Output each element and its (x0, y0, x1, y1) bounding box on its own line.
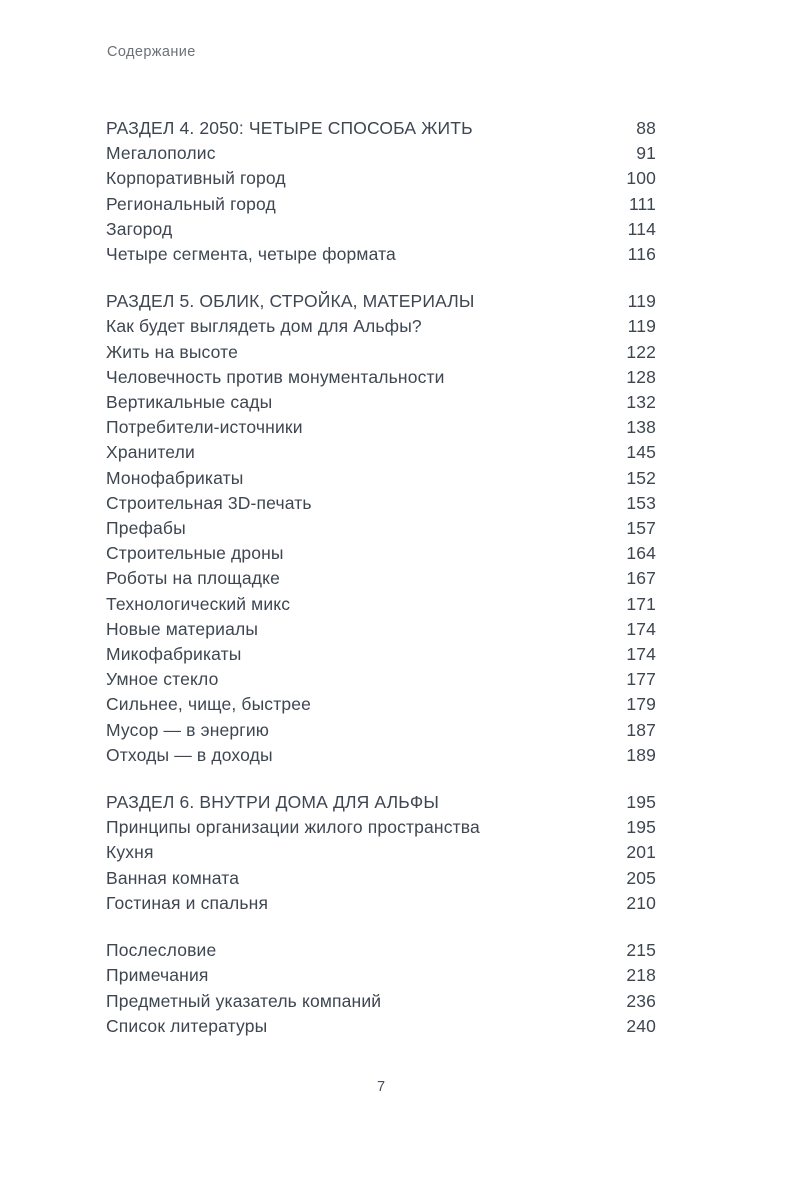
toc-entry (106, 963, 656, 988)
toc-entry-page: 128 (626, 366, 656, 387)
toc-entry-title: Хранители (106, 442, 195, 463)
toc-entry (106, 840, 656, 865)
toc-entry-title: Четыре сегмента, четыре формата (106, 244, 396, 265)
toc-entry-page: 171 (626, 593, 656, 614)
toc-entry-title: РАЗДЕЛ 4. 2050: ЧЕТЫРЕ СПОСОБА ЖИТЬ (106, 118, 473, 138)
toc-entry-page: 218 (626, 965, 656, 986)
toc-entry (106, 541, 656, 566)
toc-group (106, 938, 656, 1039)
toc-entry (106, 592, 656, 617)
toc-entry-title: Умное стекло (106, 669, 219, 690)
toc-entry (106, 1014, 656, 1039)
toc-entry-page: 167 (626, 568, 656, 589)
toc-entry (106, 718, 656, 743)
toc-entry-page: 187 (626, 719, 656, 740)
toc-entry-page: 201 (626, 842, 656, 863)
toc-entry (106, 743, 656, 768)
toc-entry-page: 205 (626, 867, 656, 888)
toc-entry-page: 132 (626, 392, 656, 413)
toc-entry-page: 111 (628, 193, 656, 214)
toc-entry-page: 91 (636, 143, 656, 164)
toc-entry-page: 215 (626, 940, 656, 961)
toc-entry (106, 314, 656, 339)
toc-entry-title: Новые материалы (106, 618, 259, 639)
toc-entry-title: Кухня (106, 842, 154, 863)
toc-entry-title: Ванная комната (106, 867, 240, 888)
toc-entry-page: 236 (626, 990, 656, 1011)
toc-entry-page: 240 (626, 1015, 656, 1036)
toc-entry-title: Строительные дроны (106, 543, 284, 564)
toc-entry-page: 177 (626, 669, 656, 690)
toc-entry-title: Микофабрикаты (106, 644, 242, 665)
toc-entry-page: 164 (626, 543, 656, 564)
toc-entry-title: РАЗДЕЛ 6. ВНУТРИ ДОМА ДЛЯ АЛЬФЫ (106, 792, 439, 813)
toc-entry (106, 692, 656, 717)
toc-entry (106, 390, 656, 415)
toc-entry-page: 195 (626, 817, 656, 838)
toc-entry-title: Отходы — в доходы (106, 744, 273, 765)
toc-entry-title: Жить на высоте (106, 341, 239, 362)
toc-entry-title: Строительная 3D-печать (106, 492, 312, 513)
toc-entry (106, 242, 656, 267)
toc-entry (106, 938, 656, 963)
toc-entry (106, 415, 656, 440)
toc-entry-page: 157 (626, 518, 656, 539)
toc-entry-title: Как будет выглядеть дом для Альфы? (106, 316, 422, 337)
page-number-folio: 7 (376, 1079, 386, 1095)
toc-entry-title: Вертикальные сады (106, 392, 273, 413)
toc-entry-title: Мегалополис (106, 143, 216, 164)
toc-entry (106, 566, 656, 591)
toc-entry-title: Гостиная и спальня (106, 892, 269, 913)
toc-entry-title: Корпоративный город (106, 168, 286, 189)
toc-entry-title: Загород (106, 218, 173, 239)
toc-entry-title: Префабы (106, 518, 186, 539)
toc-entry-title: Технологический микс (106, 593, 291, 614)
toc-entry-page: 189 (626, 744, 656, 765)
toc-entry-page: 152 (626, 467, 656, 488)
toc-entry-page: 122 (626, 341, 656, 362)
toc-entry (106, 642, 656, 667)
toc-entry-page: 138 (626, 417, 656, 438)
toc-entry-page: 145 (626, 442, 656, 463)
toc-entry (106, 141, 656, 166)
running-header: Содержание (107, 44, 196, 60)
toc-entry-page: 100 (626, 168, 656, 189)
toc-entry (106, 440, 656, 465)
toc-entry-page: 114 (627, 218, 656, 239)
toc-entry-page: 179 (626, 694, 656, 715)
toc-entry-page: 119 (627, 316, 656, 337)
toc-entry (106, 466, 656, 491)
toc-entry (106, 340, 656, 365)
toc-entry-page: 116 (627, 244, 656, 265)
toc-entry-page: 174 (626, 618, 656, 639)
toc-entry (106, 617, 656, 642)
toc-entry-title: Список литературы (106, 1015, 268, 1036)
toc-entry (106, 891, 656, 916)
toc-entry (106, 217, 656, 242)
toc-entry-title: РАЗДЕЛ 5. ОБЛИК, СТРОЙКА, МАТЕРИАЛЫ (106, 291, 475, 312)
toc-group (106, 116, 656, 267)
toc-entry (106, 815, 656, 840)
toc-entry (106, 365, 656, 390)
toc-entry (106, 667, 656, 692)
toc-entry-title: Принципы организации жилого пространства (106, 817, 480, 838)
toc-entry-title: Потребители-источники (106, 417, 303, 438)
toc-entry-title: Человечность против монументальности (106, 366, 445, 387)
toc-entry-page: 88 (636, 118, 656, 138)
toc-entry-title: Региональный город (106, 193, 276, 214)
toc (106, 116, 656, 1039)
toc-entry-title: Примечания (106, 965, 209, 986)
toc-entry-title: Монофабрикаты (106, 467, 244, 488)
toc-entry (106, 989, 656, 1014)
toc-entry-page: 153 (626, 492, 656, 513)
toc-entry (106, 166, 656, 191)
toc-group (106, 289, 656, 768)
toc-entry-page: 119 (627, 291, 656, 312)
toc-entry (106, 516, 656, 541)
toc-entry-title: Роботы на площадке (106, 568, 280, 589)
toc-entry (106, 491, 656, 516)
toc-entry-page: 174 (626, 644, 656, 665)
toc-entry-title: Сильнее, чище, быстрее (106, 694, 312, 715)
toc-entry-title: Послесловие (106, 940, 217, 961)
toc-entry (106, 866, 656, 891)
toc-entry-title: Мусор — в энергию (106, 719, 270, 740)
toc-section-entry (106, 116, 656, 141)
toc-entry-title: Предметный указатель компаний (106, 990, 382, 1011)
toc-entry (106, 192, 656, 217)
toc-entry-page: 195 (626, 792, 656, 813)
toc-entry-page: 210 (626, 892, 656, 913)
toc-section-entry (106, 289, 656, 314)
toc-group (106, 790, 656, 916)
toc-section-entry (106, 790, 656, 815)
